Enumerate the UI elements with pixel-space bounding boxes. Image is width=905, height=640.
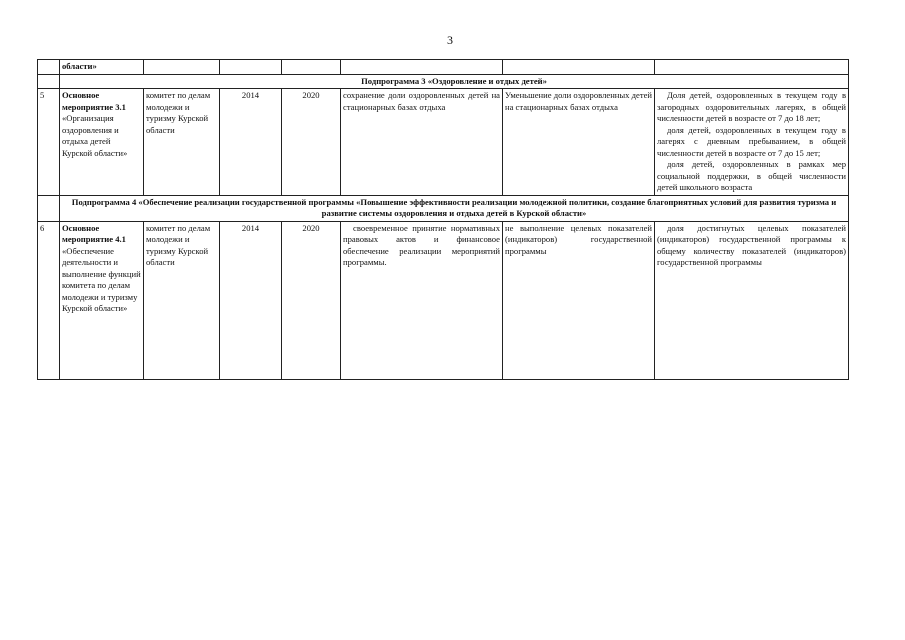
page-number: 3 bbox=[447, 33, 453, 47]
activity-name-bold: Основное мероприятие 4.1 bbox=[62, 222, 126, 244]
cell-name-continuation: области» bbox=[60, 60, 144, 75]
subprogram-header-row bbox=[38, 195, 849, 221]
cell-end-year: 2020 bbox=[282, 221, 341, 379]
indicator-text: доля детей, оздоровленных в рамках мер социальной поддержки, в общей численности детей школьного возраста bbox=[657, 159, 846, 192]
cell-expected-result: своевременное принятие нормативных правовых актов и финансовое обеспечение реализации мероприятий программы. bbox=[341, 221, 503, 379]
cell-start-year: 2014 bbox=[220, 221, 282, 379]
table-row bbox=[38, 89, 849, 196]
subprogram-header-row bbox=[38, 74, 849, 89]
indicator-text: доля достигнутых целевых показателей (индикаторов) государственной программы к общему количеству показателей (индикаторов) государственной программы bbox=[657, 222, 846, 267]
cell-executor: комитет по делам молодежи и туризму Курской области bbox=[144, 89, 220, 196]
subprogram-3-title: Подпрограмма 3 «Оздоровление и отдых детей» bbox=[60, 74, 849, 89]
cell-start-year: 2014 bbox=[220, 89, 282, 196]
table-row bbox=[38, 60, 849, 75]
cell-num: 6 bbox=[38, 221, 60, 379]
activity-name-text: «Обеспечение деятельности и выполнение функций комитета по делам молодежи и туризму Курской области» bbox=[62, 245, 141, 313]
cell-indicators bbox=[655, 221, 849, 379]
indicator-text: доля детей, оздоровленных в текущем году в лагерях с дневным пребыванием, в общей численности детей в возрасте от 7 до 15 лет; bbox=[657, 124, 846, 158]
cell-consequence: Уменьшение доли оздоровленных детей на стационарных базах отдыха bbox=[503, 89, 655, 196]
cell-num: 5 bbox=[38, 89, 60, 196]
cell-indicators bbox=[655, 89, 849, 196]
activity-name-text: «Организация оздоровления и отдыха детей Курской области» bbox=[62, 113, 128, 158]
indicator-text: Доля детей, оздоровленных в текущем году в загородных оздоровительных лагерях, в общей численности детей в возрасте от 7 до 18 лет; bbox=[657, 90, 846, 123]
cell-consequence: не выполнение целевых показателей (индикаторов) государственной программы bbox=[503, 221, 655, 379]
activity-name-bold: Основное мероприятие 3.1 bbox=[62, 90, 126, 112]
cell-activity-name bbox=[60, 221, 144, 379]
subprogram-4-title: Подпрограмма 4 «Обеспечение реализации государственной программы «Повышение эффективности реализации молодежной политики, создание благоприятных условий для развития туризма и развитие системы оздоровления и отдыха детей в Курской области» bbox=[60, 195, 849, 221]
program-table bbox=[37, 59, 849, 380]
cell-end-year: 2020 bbox=[282, 89, 341, 196]
table-row bbox=[38, 221, 849, 379]
cell-expected-result: сохранение доли оздоровленных детей на стационарных базах отдыха bbox=[341, 89, 503, 196]
cell-activity-name bbox=[60, 89, 144, 196]
cell-executor: комитет по делам молодежи и туризму Курской области bbox=[144, 221, 220, 379]
